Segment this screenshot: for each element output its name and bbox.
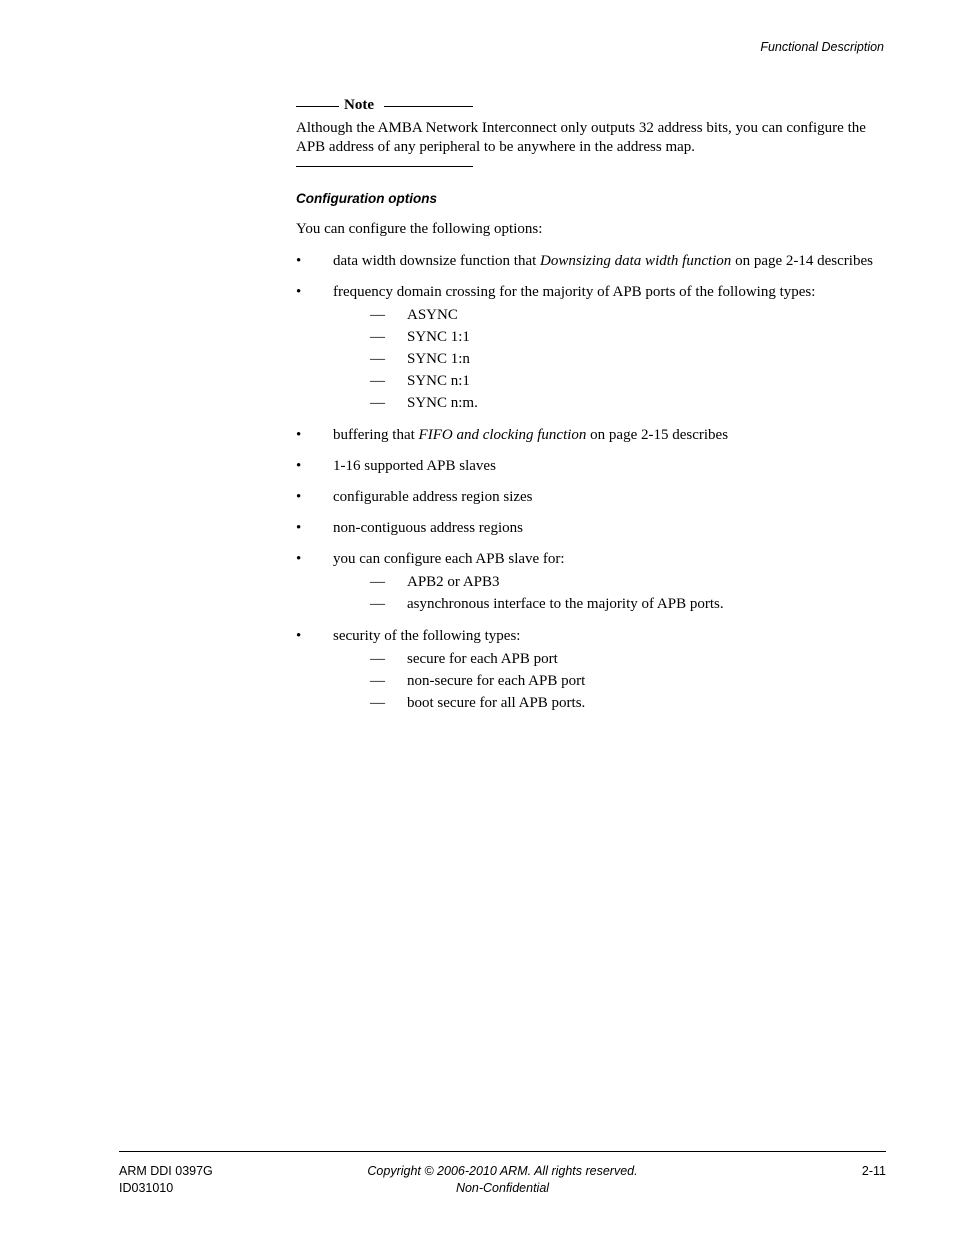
page-number: 2-11 (861, 1164, 886, 1178)
sub-list-item: — secure for each APB port (370, 651, 558, 667)
item-text: 1-16 supported APB slaves (333, 458, 496, 474)
sub-list-item: — boot secure for all APB ports. (370, 695, 586, 711)
item-text: configurable address region sizes (333, 489, 533, 505)
item-text: on page 2-15 describes (586, 427, 729, 443)
list-item (296, 519, 916, 538)
item-text: frequency domain crossing for the majority of APB ports of the following types: (333, 284, 816, 300)
item-text: security of the following types: (333, 628, 521, 644)
list-item (296, 627, 916, 714)
note-rule-left (296, 106, 339, 107)
sub-list (333, 571, 916, 615)
item-text: on page 2-14 describes (731, 253, 873, 269)
sub-list-item: — SYNC n:m. (370, 395, 478, 411)
item-text: buffering that (333, 427, 419, 443)
section-title: Configuration options (296, 191, 437, 206)
sub-list (333, 648, 916, 714)
sub-list-item: — SYNC 1:1 (370, 329, 470, 345)
bullet-marker: • (296, 551, 302, 567)
sub-list-item: — ASYNC (370, 307, 458, 323)
footer-rule (119, 1151, 886, 1152)
item-text: data width downsize function that (333, 253, 541, 269)
sub-list-item: — non-secure for each APB port (370, 673, 586, 689)
note-label: Note (344, 97, 374, 113)
note-rule-right (384, 106, 473, 107)
copyright: Copyright © 2006-2010 ARM. All rights reserved. (367, 1164, 638, 1178)
confidentiality: Non-Confidential (455, 1181, 550, 1195)
bullet-marker: • (296, 253, 302, 269)
bullet-marker: • (296, 458, 302, 474)
list-item (296, 550, 916, 615)
list-item (296, 457, 916, 476)
item-text: non-contiguous address regions (333, 520, 523, 536)
list-item (296, 283, 916, 414)
sub-list-item: — APB2 or APB3 (370, 574, 500, 590)
sub-list-item: — asynchronous interface to the majority of APB ports. (370, 596, 724, 612)
footer-center (300, 1163, 705, 1197)
bullet-marker: • (296, 628, 302, 644)
sub-list-item: — SYNC 1:n (370, 351, 470, 367)
list-item (296, 252, 916, 271)
cross-reference-link[interactable]: FIFO and clocking function (418, 427, 587, 443)
doc-id: ARM DDI 0397G (119, 1164, 213, 1178)
section-intro: You can configure the following options: (296, 221, 543, 237)
bullet-marker: • (296, 489, 302, 505)
note-text: Although the AMBA Network Interconnect only outputs 32 address bits, you can configure the APB address of any peripheral to be anywhere in the address map. (296, 120, 866, 155)
bullet-marker: • (296, 427, 302, 443)
note-rule-bottom (296, 166, 473, 167)
note-header (296, 97, 473, 113)
bullet-marker: • (296, 284, 302, 300)
options-list (296, 252, 916, 726)
running-header: Functional Description (760, 40, 884, 54)
list-item (296, 488, 916, 507)
bullet-marker: • (296, 520, 302, 536)
issue-id: ID031010 (119, 1181, 174, 1195)
sub-list (333, 304, 916, 414)
item-text: you can configure each APB slave for: (333, 551, 565, 567)
footer-left (119, 1163, 213, 1197)
cross-reference-link[interactable]: Downsizing data width function (540, 253, 732, 269)
list-item (296, 426, 916, 445)
sub-list-item: — SYNC n:1 (370, 373, 470, 389)
